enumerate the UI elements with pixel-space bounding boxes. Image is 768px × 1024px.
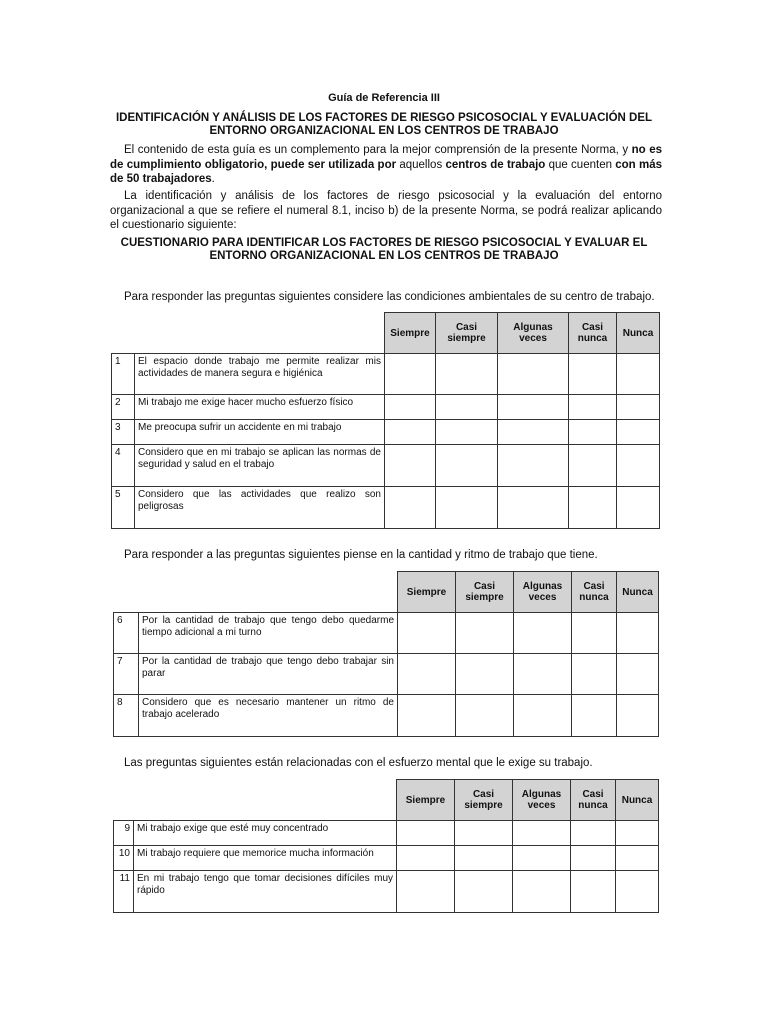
intro-paragraph-2: La identificación y análisis de los factores de riesgo psicosocial y la evaluación del entorno organizacional a que se refiere el numeral 8.1, inciso b) de la presente Norma, se podrá realizar aplicando el cuestionario siguiente: [110, 190, 662, 231]
questionnaire-table-2 [113, 571, 659, 737]
heading-line-2: ENTORNO ORGANIZACIONAL EN LOS CENTROS DE TRABAJO [209, 125, 559, 137]
intro-paragraph-1 [110, 143, 662, 187]
table-row [112, 354, 660, 395]
question-number: 11 [114, 871, 134, 913]
answer-siempre-cell[interactable] [397, 871, 455, 913]
answer-siempre-cell[interactable] [397, 846, 455, 871]
question-number: 1 [112, 354, 135, 395]
question-number: 6 [114, 613, 139, 654]
questionnaire-heading [110, 237, 658, 263]
table-header-row [112, 313, 660, 354]
header-casi-siempre: Casi siempre [436, 313, 498, 354]
header-algunas-veces: Algunas veces [514, 572, 572, 613]
answer-nunca-cell[interactable] [617, 487, 660, 529]
answer-casi-nunca-cell[interactable] [569, 420, 617, 445]
para1-text-2: aquellos [396, 158, 446, 171]
table-header-row [114, 780, 659, 821]
answer-nunca-cell[interactable] [617, 420, 660, 445]
para1-bold-2: centros de trabajo [445, 158, 546, 171]
para1-bold-1: no es de cumplimiento obligatorio, puede ser utilizada por [110, 144, 662, 171]
answer-nunca-cell[interactable] [617, 654, 659, 695]
answer-casi-nunca-cell[interactable] [571, 871, 616, 913]
para1-text-1: El contenido de esta guía es un complemento para la mejor comprensión de la presente Norma, y [124, 144, 632, 156]
header-blank [114, 780, 397, 821]
answer-algunas-veces-cell[interactable] [513, 846, 571, 871]
answer-siempre-cell[interactable] [397, 821, 455, 846]
answer-algunas-veces-cell[interactable] [498, 445, 569, 487]
answer-siempre-cell[interactable] [385, 487, 436, 529]
header-blank [114, 572, 398, 613]
question-number: 8 [114, 695, 139, 737]
table-row [112, 487, 660, 529]
answer-casi-siempre-cell[interactable] [455, 821, 513, 846]
answer-casi-nunca-cell[interactable] [571, 821, 616, 846]
table-header-row [114, 572, 659, 613]
answer-casi-siempre-cell[interactable] [436, 487, 498, 529]
answer-casi-nunca-cell[interactable] [569, 354, 617, 395]
question-number: 5 [112, 487, 135, 529]
answer-nunca-cell[interactable] [617, 613, 659, 654]
answer-nunca-cell[interactable] [616, 846, 659, 871]
question-text: Mi trabajo requiere que memorice mucha información [134, 846, 397, 871]
answer-algunas-veces-cell[interactable] [514, 613, 572, 654]
questionnaire-heading-line-2: ENTORNO ORGANIZACIONAL EN LOS CENTROS DE TRABAJO [209, 250, 559, 262]
answer-algunas-veces-cell[interactable] [513, 871, 571, 913]
answer-siempre-cell[interactable] [385, 420, 436, 445]
question-number: 7 [114, 654, 139, 695]
table-row [114, 846, 659, 871]
question-text: Mi trabajo exige que esté muy concentrado [134, 821, 397, 846]
header-casi-nunca: Casi nunca [571, 780, 616, 821]
para1-text-3: que cuenten [545, 158, 616, 171]
answer-casi-nunca-cell[interactable] [569, 487, 617, 529]
answer-casi-nunca-cell[interactable] [572, 613, 617, 654]
answer-nunca-cell[interactable] [616, 821, 659, 846]
answer-siempre-cell[interactable] [385, 395, 436, 420]
question-text: Por la cantidad de trabajo que tengo debo trabajar sin parar [139, 654, 398, 695]
answer-nunca-cell[interactable] [617, 354, 660, 395]
answer-casi-siempre-cell[interactable] [436, 354, 498, 395]
answer-casi-siempre-cell[interactable] [455, 871, 513, 913]
answer-algunas-veces-cell[interactable] [514, 654, 572, 695]
answer-casi-siempre-cell[interactable] [436, 445, 498, 487]
answer-nunca-cell[interactable] [617, 395, 660, 420]
question-number: 10 [114, 846, 134, 871]
question-text: En mi trabajo tengo que tomar decisiones difíciles muy rápido [134, 871, 397, 913]
questionnaire-heading-line-1: CUESTIONARIO PARA IDENTIFICAR LOS FACTORES DE RIESGO PSICOSOCIAL Y EVALUAR EL [120, 237, 648, 249]
header-siempre: Siempre [397, 780, 455, 821]
answer-casi-siempre-cell[interactable] [436, 395, 498, 420]
table-row [112, 420, 660, 445]
question-number: 2 [112, 395, 135, 420]
table-row [114, 613, 659, 654]
answer-siempre-cell[interactable] [385, 445, 436, 487]
answer-casi-nunca-cell[interactable] [572, 695, 617, 737]
answer-siempre-cell[interactable] [398, 695, 456, 737]
header-casi-siempre: Casi siempre [455, 780, 513, 821]
questionnaire-table-1 [111, 312, 660, 529]
answer-casi-nunca-cell[interactable] [572, 654, 617, 695]
header-algunas-veces: Algunas veces [513, 780, 571, 821]
question-number: 4 [112, 445, 135, 487]
header-casi-nunca: Casi nunca [572, 572, 617, 613]
answer-nunca-cell[interactable] [617, 445, 660, 487]
table-row [114, 821, 659, 846]
answer-casi-siempre-cell[interactable] [456, 695, 514, 737]
section-intro-2: Para responder a las preguntas siguientes piense en la cantidad y ritmo de trabajo que tiene. [124, 549, 598, 561]
answer-algunas-veces-cell[interactable] [513, 821, 571, 846]
answer-casi-siempre-cell[interactable] [456, 613, 514, 654]
section-intro-1: Para responder las preguntas siguientes considere las condiciones ambientales de su centro de trabajo. [124, 291, 655, 303]
header-siempre: Siempre [398, 572, 456, 613]
answer-siempre-cell[interactable] [398, 613, 456, 654]
answer-casi-nunca-cell[interactable] [569, 445, 617, 487]
heading-line-1: IDENTIFICACIÓN Y ANÁLISIS DE LOS FACTORES DE RIESGO PSICOSOCIAL Y EVALUACIÓN DEL [115, 112, 653, 124]
question-text: Considero que en mi trabajo se aplican las normas de seguridad y salud en el trabajo [135, 445, 385, 487]
answer-algunas-veces-cell[interactable] [498, 487, 569, 529]
questionnaire-table-3 [113, 779, 659, 913]
section-intro-3: Las preguntas siguientes están relacionadas con el esfuerzo mental que le exige su trabajo. [124, 757, 593, 769]
question-text: Me preocupa sufrir un accidente en mi trabajo [135, 420, 385, 445]
header-nunca: Nunca [617, 572, 659, 613]
document-heading [110, 112, 658, 138]
header-blank [112, 313, 385, 354]
guide-title: Guía de Referencia III [328, 92, 440, 104]
answer-casi-siempre-cell[interactable] [456, 654, 514, 695]
para1-text-4: . [211, 173, 215, 185]
para1-bold-3: con más de 50 trabajadores [110, 158, 662, 185]
question-text: Por la cantidad de trabajo que tengo debo quedarme tiempo adicional a mi turno [139, 613, 398, 654]
answer-casi-siempre-cell[interactable] [436, 420, 498, 445]
answer-algunas-veces-cell[interactable] [498, 420, 569, 445]
header-siempre: Siempre [385, 313, 436, 354]
answer-casi-nunca-cell[interactable] [571, 846, 616, 871]
header-casi-siempre: Casi siempre [456, 572, 514, 613]
table-row [114, 695, 659, 737]
answer-algunas-veces-cell[interactable] [498, 395, 569, 420]
question-text: Considero que las actividades que realizo son peligrosas [135, 487, 385, 529]
table-row [114, 871, 659, 913]
answer-nunca-cell[interactable] [617, 695, 659, 737]
question-text: El espacio donde trabajo me permite realizar mis actividades de manera segura e higiénica [135, 354, 385, 395]
answer-nunca-cell[interactable] [616, 871, 659, 913]
table-row [112, 395, 660, 420]
header-nunca: Nunca [617, 313, 660, 354]
answer-siempre-cell[interactable] [385, 354, 436, 395]
table-row [112, 445, 660, 487]
answer-siempre-cell[interactable] [398, 654, 456, 695]
question-text: Considero que es necesario mantener un ritmo de trabajo acelerado [139, 695, 398, 737]
answer-casi-siempre-cell[interactable] [455, 846, 513, 871]
question-text: Mi trabajo me exige hacer mucho esfuerzo físico [135, 395, 385, 420]
answer-algunas-veces-cell[interactable] [514, 695, 572, 737]
question-number: 9 [114, 821, 134, 846]
answer-casi-nunca-cell[interactable] [569, 395, 617, 420]
header-casi-nunca: Casi nunca [569, 313, 617, 354]
header-nunca: Nunca [616, 780, 659, 821]
table-row [114, 654, 659, 695]
question-number: 3 [112, 420, 135, 445]
header-algunas-veces: Algunas veces [498, 313, 569, 354]
answer-algunas-veces-cell[interactable] [498, 354, 569, 395]
